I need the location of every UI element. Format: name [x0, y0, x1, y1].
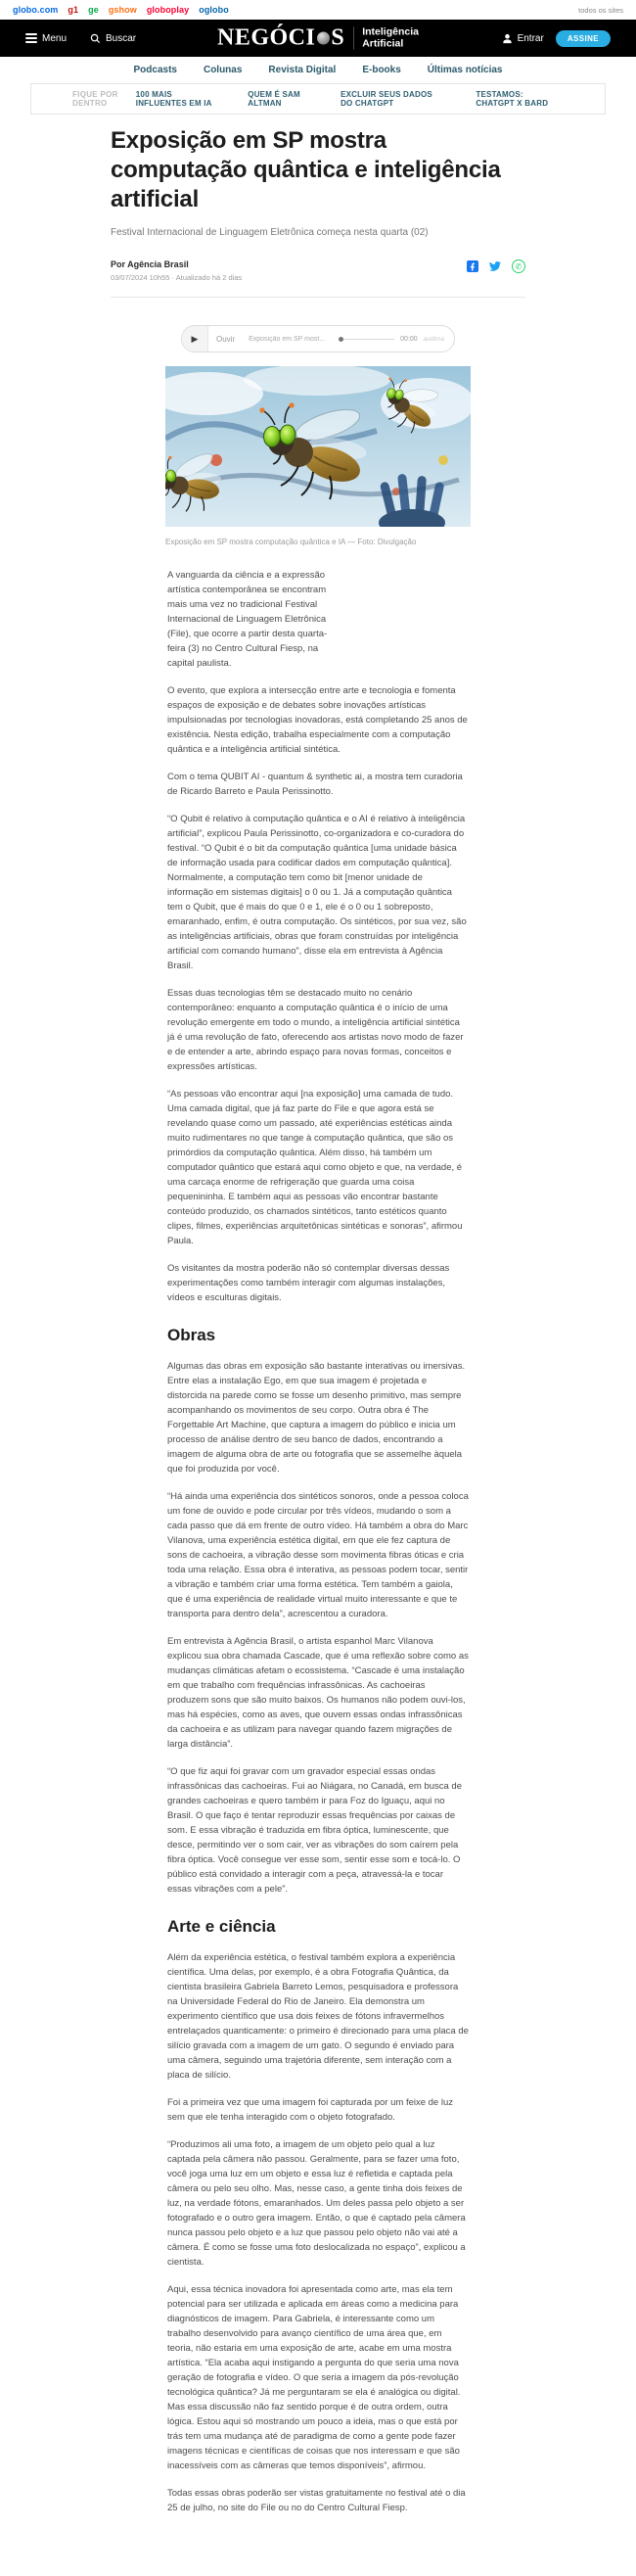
divider [111, 297, 525, 298]
listen-label: Ouvir [216, 334, 236, 344]
user-icon [502, 33, 513, 44]
play-button[interactable] [182, 326, 208, 351]
facebook-icon[interactable] [467, 260, 478, 272]
article-paragraph: “Produzimos ali uma foto, a imagem de um objeto pelo qual a luz captada pela câmera não passou. Geralmente, para se fazer uma foto, você joga uma luz em um objeto e essa luz é refletida e captada pela câmera ou pelo seu olho. Mas, nesse caso, a gente tinha dois feixes de luz, na verdade fótons, emaranhados. Um deles passa pelo objeto a ser fotografado e o outro gera imagem. Então, o que é captado pela câmera nunca passou pelo objeto e a luz que passou pelo objeto não vai até a câmera. É como se fosse uma foto deslocalizada no espaço”, explicou a cientista. [167, 2139, 466, 2268]
trending-item[interactable]: TESTAMOS: CHATGPT X BARD [476, 90, 549, 108]
article-paragraph: “O Qubit é relativo à computação quântica e o AI é relativo à inteligência artificial”, explicou Paula Perissinotto, co-organizadora e co-curadora do festival. “O Qubit é o bit da computação quântica [uma unidade básica de informação usada para codificar dados em computação quântica]. Normalmente, a computação tem como bit [menor unidade de informação em sistemas digitais] o 0 ou 1. Já a computação quântica tem o Qubit, que é mais do que 0 e 1, ele é o 0 ou 1 sobreposto, emaranhado, enfim, é outra computação. Os sintéticos, por sua vez, são as inteligências artificiais, obras que foram construídas por inteligência artificial com comando humano”, disse ela em entrevista à Agência Brasil. [167, 814, 467, 971]
globe-icon [317, 32, 330, 45]
all-sites-link[interactable]: todos os sites [578, 5, 623, 15]
byline: Por Agência Brasil [111, 259, 189, 269]
nav-item[interactable]: E-books [362, 65, 401, 75]
article-paragraph: Foi a primeira vez que uma imagem foi capturada por um feixe de luz sem que ele tenha interagido com o objeto fotografado. [167, 2097, 453, 2123]
menu-label: Menu [42, 32, 68, 44]
hamburger-icon [25, 31, 37, 45]
hero-image [165, 366, 471, 527]
trending-item[interactable]: QUEM É SAM ALTMAN [248, 90, 300, 108]
article-paragraph: “As pessoas vão encontrar aqui [na exposição] uma camada de tudo. Uma camada digital, que já faz parte do File e que agora está se revelando quase como um passado, até experiências estéticas ainda muito rudimentares no que tange à computação quântica, que são os primórdios da computação quântica. Além disso, há também um computador quântico que estará aqui como objeto e que, na verdade, é uma carcaça enorme de refrigeração que guarda uma coisa pequenininha. E também aqui as pessoas vão encontrar bastante conteúdo produzido, os chamados sintéticos, tanto estéticos quanto clipes, filmes, experiências arquitetônicas sintéticas e sonoras”, afirmou Paula. [167, 1089, 463, 1246]
play-icon: ▶ [191, 333, 199, 344]
article-paragraph: Algumas das obras em exposição são bastante interativas ou imersivas. Entre elas a instalação Ego, em que sua imagem é projetada e distorcida na parede como se fosse um desenho primitivo, mas sempre acompanhando os movimentos de seu corpo. Outra obra é The Forgettable Art Machine, que captura a imagem do público e inicia um processo de análise dentro de seu banco de dados, encontrando a imagem de alguma obra de arte ou fotografia que se assemelhe àquela que foi produzida por você. [167, 1361, 466, 1475]
page-title: Exposição em SP mostra computação quântica e inteligência artificial [111, 127, 501, 212]
article-paragraph: A vanguarda da ciência e a expressão artística contemporânea se encontram mais uma vez no tradicional Festival Internacional de Linguagem Eletrônica (File), que ocorre a partir desta quarta-feira (3) no Centro Cultural Fiesp, na capital paulista. [167, 570, 328, 669]
hero-figure [165, 366, 471, 546]
trending-item[interactable]: EXCLUIR SEUS DADOS DO CHATGPT [341, 90, 432, 108]
nav-item[interactable]: Podcasts [133, 65, 177, 75]
brand-link[interactable]: gshow [108, 5, 137, 15]
menu-button[interactable] [25, 31, 67, 45]
article-paragraph: Com o tema QUBIT AI - quantum & synthetic ai, a mostra tem curadoria de Ricardo Barreto e Paula Perissinotto. [167, 772, 463, 797]
search-icon [90, 33, 101, 44]
negocios-logo: NEGÓCI S [217, 24, 345, 51]
trending-item[interactable]: 100 MAIS INFLUENTES EM IA [135, 90, 212, 108]
brand-link[interactable]: ge [88, 5, 99, 15]
track-title: Exposição em SP most... [249, 335, 326, 343]
subscribe-button[interactable]: ASSINE [556, 30, 611, 47]
brand-link[interactable]: g1 [68, 5, 79, 15]
article-paragraph: O evento, que explora a intersecção entre arte e tecnologia e fomenta espaços de exposição e de debates sobre inovações artísticas impulsionadas por tecnologias inovadoras, está completando 25 anos de existência. Nesta edição, trabalha especialmente com a computação quântica e a inteligência artificial sintética. [167, 685, 468, 755]
brand-link[interactable]: globo.com [13, 5, 59, 15]
article-paragraph: Essas duas tecnologias têm se destacado muito no cenário contemporâneo: enquanto a computação quântica é o início de uma revolução emergente em todo o mundo, a inteligência artificial sintética já é uma revolução de fato, oferecendo aos artistas novo modo de fazer e de entender a arte, abrindo espaço para novas formas, conceitos e expressões artísticas. [167, 988, 464, 1072]
audio-player [181, 325, 455, 352]
brand-links [13, 5, 229, 15]
share-buttons [467, 259, 525, 273]
article-paragraph: Em entrevista à Agência Brasil, o artista espanhol Marc Vilanova explicou sua obra chamada Cascade, que é uma reflexão sobre como as mudanças climáticas afetam o ecossistema. “Cascade é uma instalação em que trabalho com frequências infrassônicas. As cachoeiras produzem sons que são muito baixos. Os humanos não podem ouvi-los, mas há espécies, como as aves, que ouvem essas ondas infrassônicas da cachoeira e as utilizam para navegar quando fazem migrações de larga distância”. [167, 1636, 469, 1750]
trending-label: FIQUE POR DENTRO [72, 90, 118, 108]
article-paragraph: “Há ainda uma experiência dos sintéticos sonoros, onde a pessoa coloca um fone de ouvido e pode circular por três vídeos, mudando o som a cada passo que dá em frente de outro vídeo. Há também a obra do Marc Vilanova, uma experiência estética digital, em que ele fez captura de sons de cachoeira, a vibração desse som movimenta fibras óticas e cria toda uma relação. Essa obra é interativa, as pessoas podem tocar, sentir a vibração e também criar uma forma estética. Tem também a gaiola, que é uma experiência de realidade virtual muito interessante e que te transporta para dentro dela”, acrescentou a curadora. [167, 1491, 469, 1619]
brand-link[interactable]: globoplay [146, 5, 190, 15]
byline-row [111, 259, 525, 282]
logo[interactable] [217, 25, 419, 52]
timestamp: 03/07/2024 10h55 · Atualizado há 2 dias [111, 273, 243, 282]
nav-item[interactable]: Últimas notícias [427, 65, 503, 75]
article-paragraph: Obras [167, 1326, 216, 1344]
site-header [0, 20, 636, 57]
article-paragraph: Aqui, essa técnica inovadora foi apresentada como arte, mas ela tem potencial para ser utilizada e aplicada em áreas como a medicina para diagnósticos de imagem. Para Gabriela, é interessante como um trabalho desenvolvido para avanço científico de uma área que, em teoria, não estaria em uma exposição de arte, acabe em uma mostra artística. “Ela acaba aqui instigando a pergunta do que seria uma nova geração de fotografia e vídeo. O que seria a imagem da pós-revolução tecnológica quântica? Já me perguntaram se ela é analógica ou digital. Mas essa discussão não faz sentido porque é de outra ordem, outra lógica. Estou aqui só mostrando um pouco a ideia, mas o que está por trás tem uma mudança até de paradigma de como a gente pode fazer imagens técnicas e científicas de coisas que nos interessam e que são inacessíveis com as câmeras que temos disponíveis”, afirmou. [167, 2284, 461, 2471]
nav-item[interactable]: Colunas [203, 65, 243, 75]
slider-rail [343, 339, 394, 340]
twitter-icon[interactable] [488, 260, 502, 272]
trending-bar [30, 83, 606, 115]
article-paragraph: Além da experiência estética, o festival também explora a experiência científica. Uma delas, por exemplo, é a obra Fotografia Quântica, da cientista brasileira Gabriela Barreto Lemos, pesquisadora e professora na Universidade Federal do Rio de Janeiro. Ela demonstra um experimento científico que usa dois feixes de fótons infravermelhos entrelaçados quanticamente: o primeiro é direcionado para uma placa de silício gravada com a imagem de um gato. O segundo é enviado para uma câmera, seguindo uma trajetória diferente, sem interação com a placa de silício. [167, 1952, 469, 2081]
edition-label: Inteligência Artificial [353, 27, 419, 50]
login-button[interactable] [502, 33, 544, 44]
seek-slider[interactable] [339, 337, 394, 342]
brand-link[interactable]: oglobo [199, 5, 229, 15]
article-paragraph: Todas essas obras poderão ser vistas gratuitamente no festival até o dia 25 de julho, no site do File ou no do Centro Cultural Fiesp. [167, 2488, 466, 2513]
login-label: Entrar [517, 32, 544, 44]
article [111, 126, 525, 2515]
player-brand: audima [423, 335, 444, 343]
article-paragraph: “O que fiz aqui foi gravar com um gravador especial essas ondas infrassônicas das cachoeiras. Fui ao Niágara, no Canadá, em busca de grandes cachoeiras e quero também ir para Foz do Iguaçu, aqui no Brasil. O que faço é tentar reproduzir essas frequências por caixas de som. E essa vibração é traduzida em fibra óptica, luminescente, que desce, permitindo ver o som cair, ver as vibrações do som caírem pela fibra óptica. Você consegue ver esse som, sentir esse som e tocá-lo. O público está convidado a interagir com a peça, atravessá-la e tocar essas vibrações com a pele”. [167, 1766, 463, 1895]
article-subtitle: Festival Internacional de Linguagem Eletrônica começa nesta quarta (02) [111, 227, 429, 238]
article-paragraph: Arte e ciência [167, 1917, 276, 1936]
trending-links [136, 90, 564, 108]
nav-item[interactable]: Revista Digital [268, 65, 337, 75]
whatsapp-icon[interactable] [512, 259, 525, 273]
article-paragraph: Os visitantes da mostra poderão não só contemplar diversas dessas experimentações como também interagir com algumas instalações, vídeos e esculturas digitais. [167, 1263, 450, 1303]
play-time: 00:00 [400, 335, 418, 343]
section-nav [0, 57, 636, 83]
image-caption: Exposição em SP mostra computação quântica e IA — Foto: Divulgação [165, 538, 417, 546]
search-label: Buscar [106, 32, 137, 44]
article-body [167, 568, 469, 2515]
search-button[interactable] [90, 33, 136, 44]
globo-top-strip [0, 0, 636, 20]
